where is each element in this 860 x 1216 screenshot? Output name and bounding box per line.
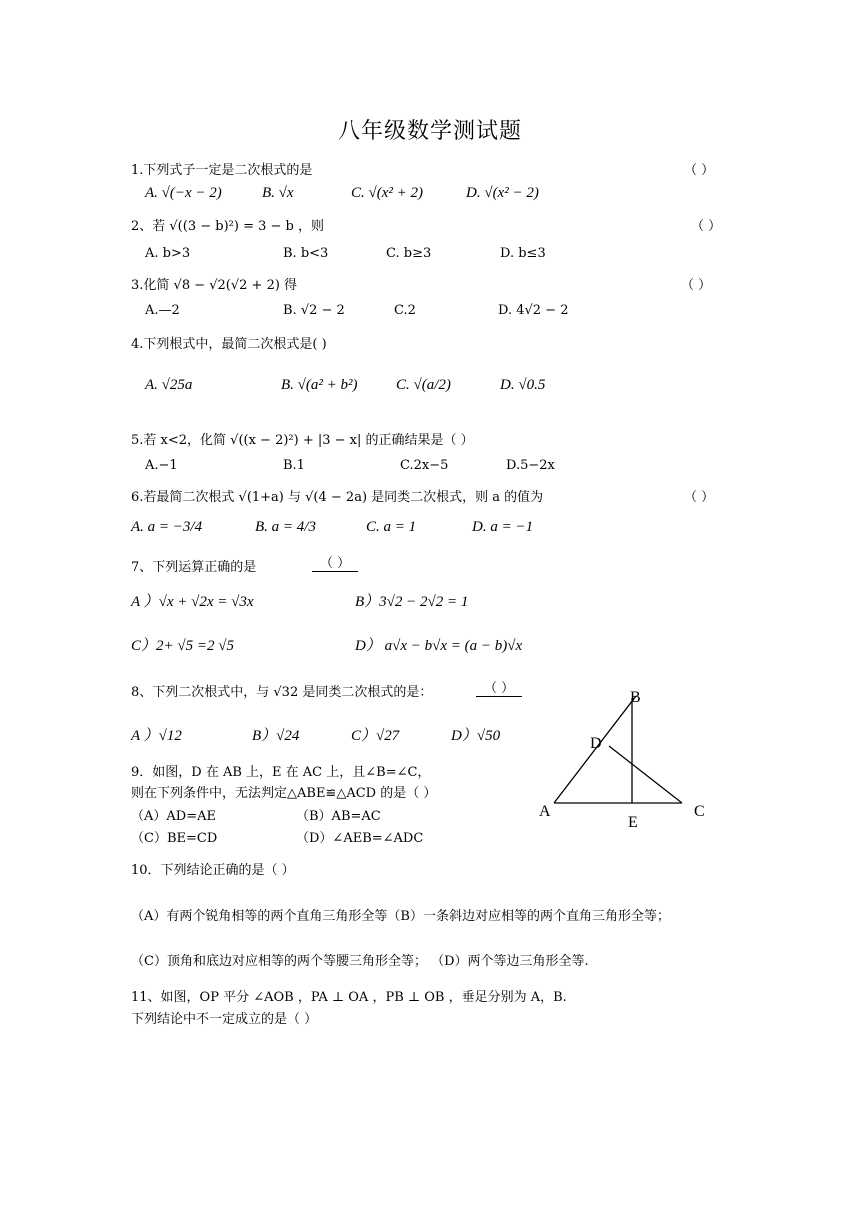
q10-line1: （A）有两个锐角相等的两个直角三角形全等（B）一条斜边对应相等的两个直角三角形全等； [131, 909, 670, 924]
q1-stem: 1.下列式子一定是二次根式的是 [131, 163, 313, 178]
q9-option-d: （D）∠AEB=∠ADC [296, 831, 424, 846]
q1-option-d: D. √(x² − 2) [466, 185, 539, 201]
q1-option-c: C. √(x² + 2) [351, 185, 424, 201]
q9-option-a: （A）AD=AE [131, 809, 216, 824]
q9-line2: 则在下列条件中，无法判定△ABE≌△ACD 的是（ ） [131, 786, 437, 801]
q8-option-d: D）√50 [451, 728, 501, 744]
q9-option-b: （B）AB=AC [296, 809, 381, 824]
page-title: 八年级数学测试题 [337, 119, 522, 144]
q2-bracket: （ ） [691, 219, 722, 234]
q9-line1: 9．如图，D 在 AB 上，E 在 AC 上，且∠B=∠C， [131, 765, 431, 780]
q6-option-c: C. a = 1 [366, 519, 417, 535]
q6-option-a: A. a = −3/4 [131, 519, 203, 535]
q7-bracket-text: （ ） [312, 557, 358, 572]
q6-bracket: （ ） [684, 490, 715, 505]
q7-stem: 7、下列运算正确的是 [131, 560, 257, 575]
label-a: A [539, 803, 551, 820]
q8-option-b: B）√24 [252, 728, 300, 744]
q6-option-b: B. a = 4/3 [255, 519, 316, 535]
label-b: B [630, 689, 641, 706]
q7-bracket [312, 556, 358, 572]
triangle-figure [528, 684, 728, 834]
q11-line2: 下列结论中不一定成立的是（ ） [131, 1012, 318, 1027]
q1-option-b: B. √x [262, 185, 294, 201]
q5-stem: 5.若 x<2，化简 √((x − 2)²) + |3 − x| 的正确结果是（ ） [131, 433, 474, 448]
q10-line2: （C）顶角和底边对应相等的两个等腰三角形全等； （D）两个等边三角形全等. [131, 954, 589, 969]
q8-bracket-text: （ ） [476, 682, 522, 697]
q3-bracket: （ ） [681, 278, 712, 293]
q8-bracket [476, 681, 522, 697]
q3-option-a: A.—2 [145, 303, 180, 318]
q4-option-a: A. √25a [145, 377, 193, 393]
q3-option-b: B. √2 − 2 [283, 303, 345, 318]
q3-stem: 3.化简 √8 − √2(√2 + 2) 得 [131, 278, 298, 293]
q8-option-a: A ）√12 [131, 728, 182, 744]
q2-option-c: C. b≥3 [386, 246, 432, 261]
q2-option-d: D. b≤3 [500, 246, 546, 261]
q2-stem: 2、若 √((3 − b)²) = 3 − b ，则 [131, 219, 324, 234]
q7-option-b: B）3√2 − 2√2 = 1 [355, 594, 469, 610]
q2-option-b: B. b<3 [283, 246, 329, 261]
q3-option-c: C.2 [394, 303, 416, 318]
q10-stem: 10．下列结论正确的是（ ） [131, 863, 295, 878]
q6-option-d: D. a = −1 [472, 519, 534, 535]
q9-option-c: （C）BE=CD [131, 831, 218, 846]
q11-line1: 11、如图，OP 平分 ∠AOB ，PA ⊥ OA ，PB ⊥ OB ，垂足分别为 A，B. [131, 990, 567, 1005]
q5-option-b: B.1 [283, 458, 305, 473]
q7-option-c: C）2+ √5 =2 √5 [131, 638, 234, 654]
q1-bracket: （ ） [684, 163, 715, 178]
q8-option-c: C）√27 [351, 728, 400, 744]
label-e: E [628, 814, 638, 831]
q5-option-a: A.−1 [145, 458, 178, 473]
q7-option-a: A ）√x + √2x = √3x [131, 594, 254, 610]
label-d: D [590, 735, 602, 752]
q2-option-a: A. b>3 [145, 246, 191, 261]
q3-option-d: D. 4√2 − 2 [498, 303, 569, 318]
q6-stem: 6.若最简二次根式 √(1+a) 与 √(4 − 2a) 是同类二次根式，则 a 的值为 [131, 490, 544, 505]
q1-option-a: A. √(−x − 2) [145, 185, 222, 201]
q5-option-d: D.5−2x [506, 458, 555, 473]
q4-option-b: B. √(a² + b²) [281, 377, 358, 393]
segment-dc [609, 746, 682, 803]
q5-option-c: C.2x−5 [400, 458, 449, 473]
q4-option-d: D. √0.5 [500, 377, 546, 393]
q4-stem: 4.下列根式中，最简二次根式是( ) [131, 337, 327, 352]
q4-option-c: C. √(a/2) [396, 377, 451, 393]
q7-option-d: D） a√x − b√x = (a − b)√x [355, 638, 523, 654]
q8-stem: 8、下列二次根式中，与 √32 是同类二次根式的是： [131, 685, 433, 700]
label-c: C [694, 803, 705, 820]
